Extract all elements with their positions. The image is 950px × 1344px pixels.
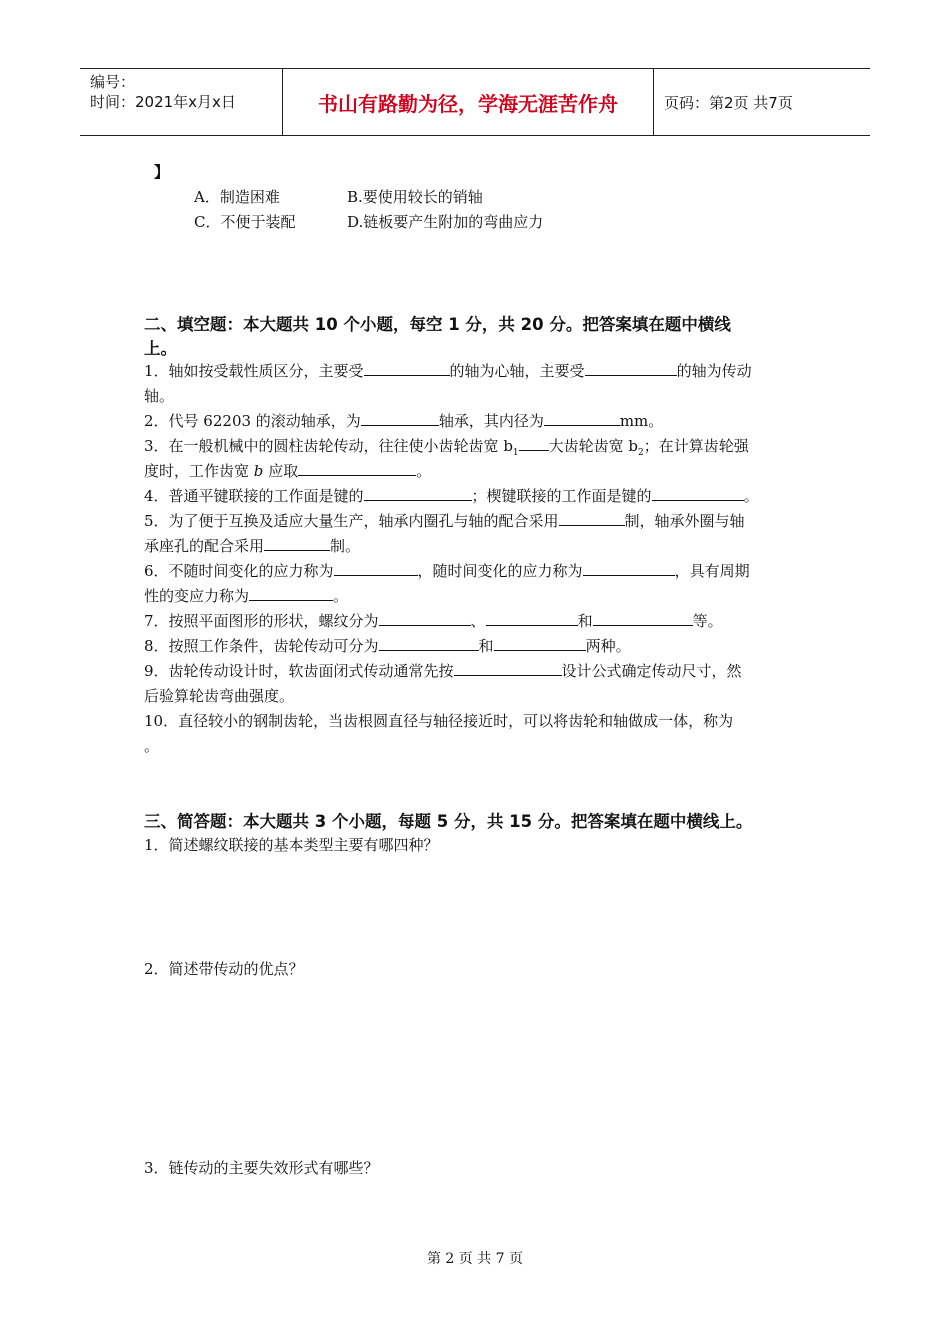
section2-title: 二、填空题：本大题共 10 个小题，每空 1 分，共 20 分。把答案填在题中横线 [144,315,731,334]
question-2-8: 8．按照工作条件，齿轮传动可分为 和 两种。 [144,637,631,655]
question-2-9: 9．齿轮传动设计时，软齿面闭式传动通常先按 设计公式确定传动尺寸，然 [144,662,742,680]
answer-blank[interactable] [379,635,479,651]
answer-blank[interactable] [364,360,450,376]
page-footer: 第 2 页 共 7 页 [426,1251,524,1267]
header-meta [80,69,282,135]
question-2-6-cont: 性的变应力称为 。 [144,587,349,605]
option-d: D.链板要产生附加的弯曲应力 [347,213,544,231]
question-2-1-cont: 轴。 [144,387,175,405]
answer-blank[interactable] [585,360,677,376]
answer-blank[interactable] [519,435,549,451]
answer-blank[interactable] [379,610,471,626]
date-label: 时间：2021年x月x日 [90,93,236,111]
answer-blank[interactable] [364,485,472,501]
question-3-1: 1．简述螺纹联接的基本类型主要有哪四种？ [144,836,439,854]
answer-blank[interactable] [264,535,330,551]
header-page-label: 页码：第2页 共7页 [664,93,793,112]
question-2-10-cont: 。 [144,737,160,755]
question-2-3: 3．在一般机械中的圆柱齿轮传动，往往使小齿轮齿宽 $b_1$ 大齿轮齿宽 $b_2$；在计算齿轮强 [144,437,749,458]
answer-blank[interactable] [334,560,418,576]
option-c: C．不便于装配 [194,213,296,231]
question-2-3-cont: 度时，工作齿宽 b 应取 。 [144,462,432,480]
question-2-5-cont: 承座孔的配合采用 制。 [144,537,361,555]
answer-blank[interactable] [494,635,586,651]
answer-blank[interactable] [593,610,693,626]
question-2-5: 5．为了便于互换及适应大量生产，轴承内圈孔与轴的配合采用 制，轴承外圈与轴 [144,512,745,530]
answer-blank[interactable] [298,460,416,476]
answer-blank[interactable] [583,560,675,576]
question-2-6: 6．不随时间变化的应力称为 ，随时间变化的应力称为 ，具有周期 [144,562,750,580]
section2-title-cont: 上。 [144,339,177,358]
question-3-3: 3．链传动的主要失效形式有哪些？ [144,1159,379,1177]
bracket-mark: 】 [154,163,170,181]
question-2-10: 10．直径较小的钢制齿轮，当齿根圆直径与轴径接近时，可以将齿轮和轴做成一体，称为 [144,712,734,730]
code-label: 编号： [90,73,136,91]
answer-blank[interactable] [559,510,625,526]
question-2-7: 7．按照平面图形的形状，螺纹分为 、 和 等。 [144,612,723,630]
answer-blank[interactable] [454,660,562,676]
section3-title: 三、简答题：本大题共 3 个小题，每题 5 分，共 15 分。把答案填在题中横线上。 [144,812,753,831]
question-2-9-cont: 后验算轮齿弯曲强度。 [144,687,295,705]
answer-blank[interactable] [544,410,620,426]
answer-blank[interactable] [486,610,578,626]
answer-blank[interactable] [652,485,744,501]
question-2-1: 1．轴如按受载性质区分，主要受 的轴为心轴，主要受 的轴为传动 [144,362,752,380]
answer-blank[interactable] [249,585,333,601]
question-2-4: 4．普通平键联接的工作面是键的 ；楔键联接的工作面是键的 。 [144,487,759,505]
question-2-2: 2．代号 62203 的滚动轴承，为 轴承，其内径为 mm。 [144,412,664,430]
answer-blank[interactable] [361,410,439,426]
option-b: B.要使用较长的销轴 [347,188,483,206]
question-3-2: 2．简述带传动的优点？ [144,960,304,978]
header-motto: 书山有路勤为径，学海无涯苦作舟 [282,69,654,135]
page-header [80,68,870,136]
option-a: A．制造困难 [194,188,280,206]
